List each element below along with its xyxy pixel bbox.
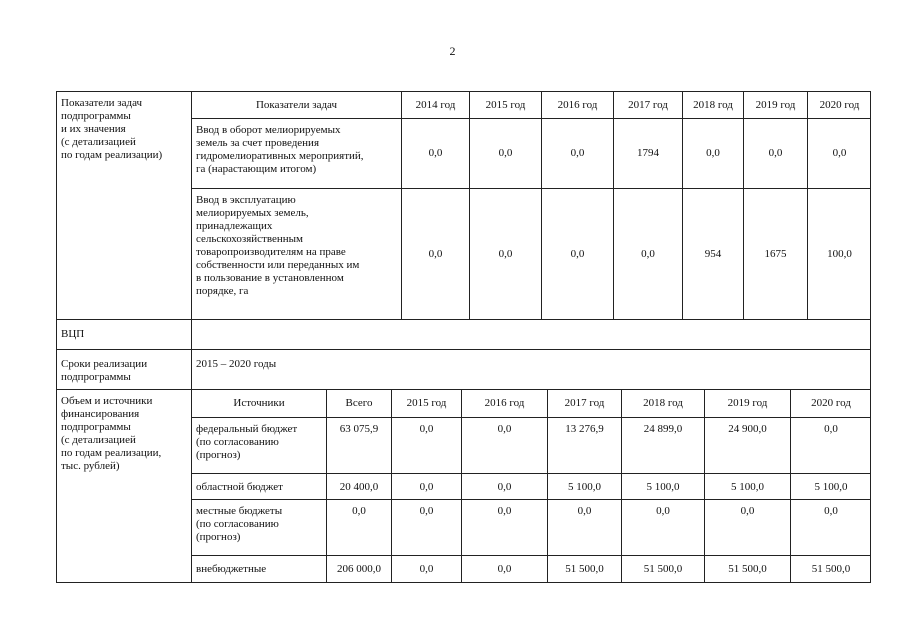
indicator-value: 0,0 (469, 188, 541, 319)
indicator-year-header: 2016 год (541, 91, 613, 118)
indicators-row-label: Показатели задач подпрограммы и их значения (с детализацией по годам реализации) (56, 91, 191, 319)
source-name: федеральный бюджет (по согласованию (прогноз) (191, 417, 326, 473)
financing-year-header: 2019 год (704, 389, 790, 417)
passport-table (56, 91, 871, 583)
source-year-value: 0,0 (461, 499, 547, 555)
indicator-value: 0,0 (401, 188, 469, 319)
indicator-value: 0,0 (469, 118, 541, 188)
source-total: 0,0 (326, 499, 391, 555)
source-year-value: 5 100,0 (704, 473, 790, 499)
source-total: 206 000,0 (326, 555, 391, 583)
indicator-year-header: 2017 год (613, 91, 682, 118)
vcp-value (191, 319, 871, 349)
total-header: Всего (326, 389, 391, 417)
indicator-year-header: 2014 год (401, 91, 469, 118)
source-name: областной бюджет (191, 473, 326, 499)
page-number: 2 (449, 44, 456, 58)
indicator-value: 0,0 (613, 188, 682, 319)
source-year-value: 0,0 (391, 473, 461, 499)
indicator-year-header: 2020 год (807, 91, 871, 118)
source-year-value: 0,0 (547, 499, 621, 555)
indicator-header: Показатели задач (191, 91, 401, 118)
source-year-value: 0,0 (391, 499, 461, 555)
source-name: внебюджетные (191, 555, 326, 583)
source-year-value: 0,0 (391, 417, 461, 473)
source-header: Источники (191, 389, 326, 417)
source-year-value: 5 100,0 (790, 473, 871, 499)
indicator-value: 100,0 (807, 188, 871, 319)
source-year-value: 0,0 (790, 499, 871, 555)
source-year-value: 51 500,0 (790, 555, 871, 583)
vcp-label: ВЦП (56, 319, 191, 349)
terms-value: 2015 – 2020 годы (191, 349, 871, 389)
indicator-name: Ввод в оборот мелиорируемых земель за счет проведения гидромелиоративных мероприятий, га (нарастающим итогом) (191, 118, 401, 188)
indicator-value: 0,0 (541, 188, 613, 319)
financing-year-header: 2015 год (391, 389, 461, 417)
source-year-value: 0,0 (704, 499, 790, 555)
indicator-year-header: 2018 год (682, 91, 743, 118)
indicator-value: 0,0 (682, 118, 743, 188)
source-year-value: 24 899,0 (621, 417, 704, 473)
source-year-value: 0,0 (391, 555, 461, 583)
indicator-value: 0,0 (401, 118, 469, 188)
financing-year-header: 2020 год (790, 389, 871, 417)
financing-year-header: 2017 год (547, 389, 621, 417)
source-name: местные бюджеты (по согласованию (прогноз) (191, 499, 326, 555)
terms-label: Сроки реализации подпрограммы (56, 349, 191, 389)
source-year-value: 51 500,0 (621, 555, 704, 583)
indicator-year-header: 2019 год (743, 91, 807, 118)
source-year-value: 5 100,0 (621, 473, 704, 499)
source-total: 63 075,9 (326, 417, 391, 473)
source-year-value: 51 500,0 (704, 555, 790, 583)
source-year-value: 13 276,9 (547, 417, 621, 473)
source-year-value: 0,0 (461, 473, 547, 499)
indicator-name: Ввод в эксплуатацию мелиорируемых земель, принадлежащих сельскохозяйственным товаропроизводителям на праве собственности или переданных им в пользование в установленном порядке, га (191, 188, 401, 319)
source-year-value: 0,0 (621, 499, 704, 555)
source-year-value: 0,0 (461, 555, 547, 583)
financing-year-header: 2018 год (621, 389, 704, 417)
indicator-value: 0,0 (743, 118, 807, 188)
indicator-value: 1675 (743, 188, 807, 319)
indicator-value: 954 (682, 188, 743, 319)
source-total: 20 400,0 (326, 473, 391, 499)
financing-year-header: 2016 год (461, 389, 547, 417)
indicator-year-header: 2015 год (469, 91, 541, 118)
indicator-value: 0,0 (541, 118, 613, 188)
source-year-value: 0,0 (461, 417, 547, 473)
indicator-value: 0,0 (807, 118, 871, 188)
source-year-value: 24 900,0 (704, 417, 790, 473)
financing-row-label: Объем и источники финансирования подпрограммы (с детализацией по годам реализации, тыс. рублей) (56, 389, 191, 583)
source-year-value: 5 100,0 (547, 473, 621, 499)
source-year-value: 51 500,0 (547, 555, 621, 583)
source-year-value: 0,0 (790, 417, 871, 473)
indicator-value: 1794 (613, 118, 682, 188)
